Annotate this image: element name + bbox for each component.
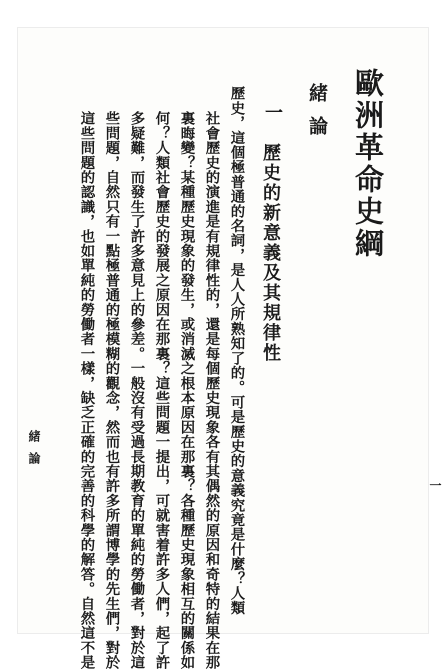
section-title: 歷史的新意義及其規律性 (260, 143, 281, 363)
book-title: 歐洲革命史綱 (351, 68, 385, 260)
body-column-2: 社會歷史的演進是有規律性的，還是每個歷史現象各有其偶然的原因和奇特的結果在那 (203, 111, 221, 670)
body-column-5: 多疑難，而發生了許多意見上的參差。一般沒有受過長期教育的單純的勞働者，對於這 (128, 111, 146, 670)
body-column-4: 何？人類社會歷史的發展之原因在那裏？這些問題一提出，可就害着許多人們，起了許 (153, 111, 171, 670)
book-page (18, 28, 442, 670)
body-column-1: 歷史，這個極普通的名詞，是人人所熟知了的。可是歷史的意義究竟是什麼？人類 (228, 86, 246, 616)
body-column-7: 這些問題的認識，也如單純的勞働者一樣，缺乏正確的完善的科學的解答。自然這不是 (78, 111, 96, 670)
body-column-6: 些問題，自然只有一點極普通的極模糊的觀念，然而也有許多所謂博學的先生們，對於 (103, 111, 121, 670)
body-column-3: 裏晦變？某種歷史現象的發生，或消滅之根本原因在那裏？各種歷史現象相互的關係如 (178, 111, 196, 670)
section-number: 一 (262, 103, 283, 121)
page-number: 一 (428, 479, 442, 491)
running-head: 緒論 (27, 430, 41, 474)
chapter-title: 緒論 (306, 83, 328, 149)
